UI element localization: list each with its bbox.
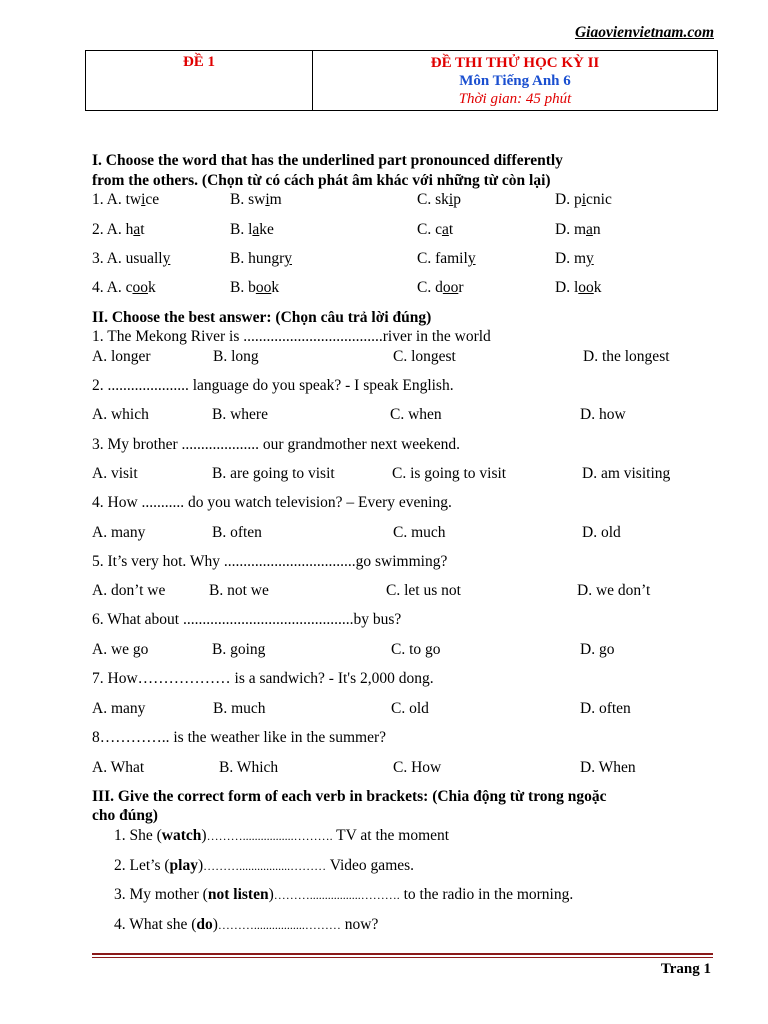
- s2-q3-option-d: D. am visiting: [582, 465, 671, 482]
- s2-q5-question: 5. It’s very hot. Why ..................................go swimming?: [92, 553, 448, 570]
- s2-q1-question: 1. The Mekong River is ....................................river in the world: [92, 328, 491, 345]
- s2-q6-option-b: B. going: [212, 641, 266, 658]
- s2-q4-option-c: C. much: [393, 524, 446, 541]
- s2-q8-option-b: B. Which: [219, 759, 279, 776]
- s2-q7-option-b: B. much: [213, 700, 266, 717]
- s2-q6-option-d: D. go: [580, 641, 615, 658]
- s2-q5-option-a: A. don’t we: [92, 582, 166, 599]
- s2-q7-option-c: C. old: [391, 700, 429, 717]
- s1-q3-b: B. hungry: [230, 250, 292, 267]
- s2-q7-option-a: A. many: [92, 700, 146, 717]
- s2-q5-option-d: D. we don’t: [577, 582, 651, 599]
- s1-q2-c: C. cat: [417, 221, 454, 238]
- s3-item-2: 2. Let’s (play)……….................……… Video games.: [114, 857, 415, 874]
- s2-q3-option-a: A. visit: [92, 465, 138, 482]
- s2-q1-option-b: B. long: [213, 348, 259, 365]
- site-name[interactable]: Giaovienvietnam.com: [574, 24, 714, 41]
- s2-q1-option-c: C. longest: [393, 348, 456, 365]
- s3-item-3: 3. My mother (not listen)……….................………. to the radio in the morning.: [114, 886, 574, 903]
- s2-q7-option-d: D. often: [580, 700, 631, 717]
- section3-title-line1: III. Give the correct form of each verb in brackets: (Chia động từ trong ngoặc: [92, 788, 607, 805]
- s3-item-4: 4. What she (do)……….................……… now?: [114, 916, 379, 933]
- footer-rule-thick: [92, 953, 713, 955]
- s1-q4-b: B. book: [230, 279, 280, 296]
- section1-title-line2: from the others. (Chọn từ có cách phát âm khác với những từ còn lại): [92, 172, 551, 189]
- header-title-cell: [313, 51, 717, 110]
- s2-q2-question: 2. ..................... language do you speak? - I speak English.: [92, 377, 454, 394]
- s1-q4-c: C. door: [417, 279, 464, 296]
- s1-q3-d: D. my: [555, 250, 594, 267]
- section2-title: II. Choose the best answer: (Chọn câu trả lời đúng): [92, 309, 432, 326]
- exam-code: ĐỀ 1: [182, 54, 216, 70]
- s1-q2-d: D. man: [555, 221, 601, 238]
- header-code-cell: [86, 51, 313, 110]
- s1-q3-c: C. family: [417, 250, 476, 267]
- s2-q4-option-d: D. old: [582, 524, 621, 541]
- s2-q1-option-a: A. longer: [92, 348, 151, 365]
- s2-q8-option-c: C. How: [393, 759, 442, 776]
- section3-title-line2: cho đúng): [92, 807, 158, 824]
- s2-q3-question: 3. My brother .................... our grandmother next weekend.: [92, 436, 461, 453]
- exam-time: Thời gian: 45 phút: [458, 91, 572, 107]
- s1-q2-b: B. lake: [230, 221, 274, 238]
- s2-q8-option-d: D. When: [580, 759, 636, 776]
- s1-q4-d: D. look: [555, 279, 602, 296]
- s1-q1-b: B. swim: [230, 191, 282, 208]
- page-number: Trang 1: [660, 961, 711, 977]
- s2-q2-option-d: D. how: [580, 406, 626, 423]
- header-table: [85, 50, 718, 111]
- exam-title: ĐỀ THI THỬ HỌC KỲ II: [430, 55, 600, 71]
- s1-q2-a: 2. A. hat: [92, 221, 145, 238]
- s2-q6-question: 6. What about ............................................by bus?: [92, 611, 402, 628]
- section1-title-line1: I. Choose the word that has the underlined part pronounced differently: [92, 152, 563, 169]
- s1-q1-a: 1. A. twice: [92, 191, 160, 208]
- s2-q4-option-b: B. often: [212, 524, 262, 541]
- s2-q6-option-c: C. to go: [391, 641, 441, 658]
- s1-q4-a: 4. A. cook: [92, 279, 156, 296]
- s2-q7-question: 7. How……………… is a sandwich? - It's 2,000 dong.: [92, 670, 434, 687]
- s1-q3-a: 3. A. usually: [92, 250, 171, 267]
- s2-q4-question: 4. How ........... do you watch television? – Every evening.: [92, 494, 452, 511]
- exam-subject: Môn Tiếng Anh 6: [459, 73, 571, 89]
- s2-q6-option-a: A. we go: [92, 641, 149, 658]
- s1-q1-c: C. skip: [417, 191, 461, 208]
- s2-q4-option-a: A. many: [92, 524, 146, 541]
- s2-q5-option-b: B. not we: [209, 582, 269, 599]
- s2-q2-option-c: C. when: [390, 406, 442, 423]
- s2-q5-option-c: C. let us not: [386, 582, 461, 599]
- s2-q2-option-b: B. where: [212, 406, 268, 423]
- s2-q3-option-c: C. is going to visit: [392, 465, 507, 482]
- s2-q1-option-d: D. the longest: [583, 348, 670, 365]
- s1-q1-d: D. picnic: [555, 191, 612, 208]
- s2-q8-question: 8………….. is the weather like in the summer?: [92, 729, 387, 746]
- footer-rule-thin: [92, 957, 713, 958]
- s2-q2-option-a: A. which: [92, 406, 149, 423]
- s3-item-1: 1. She (watch)……….................………. TV at the moment: [114, 827, 450, 844]
- s2-q3-option-b: B. are going to visit: [212, 465, 335, 482]
- s2-q8-option-a: A. What: [92, 759, 145, 776]
